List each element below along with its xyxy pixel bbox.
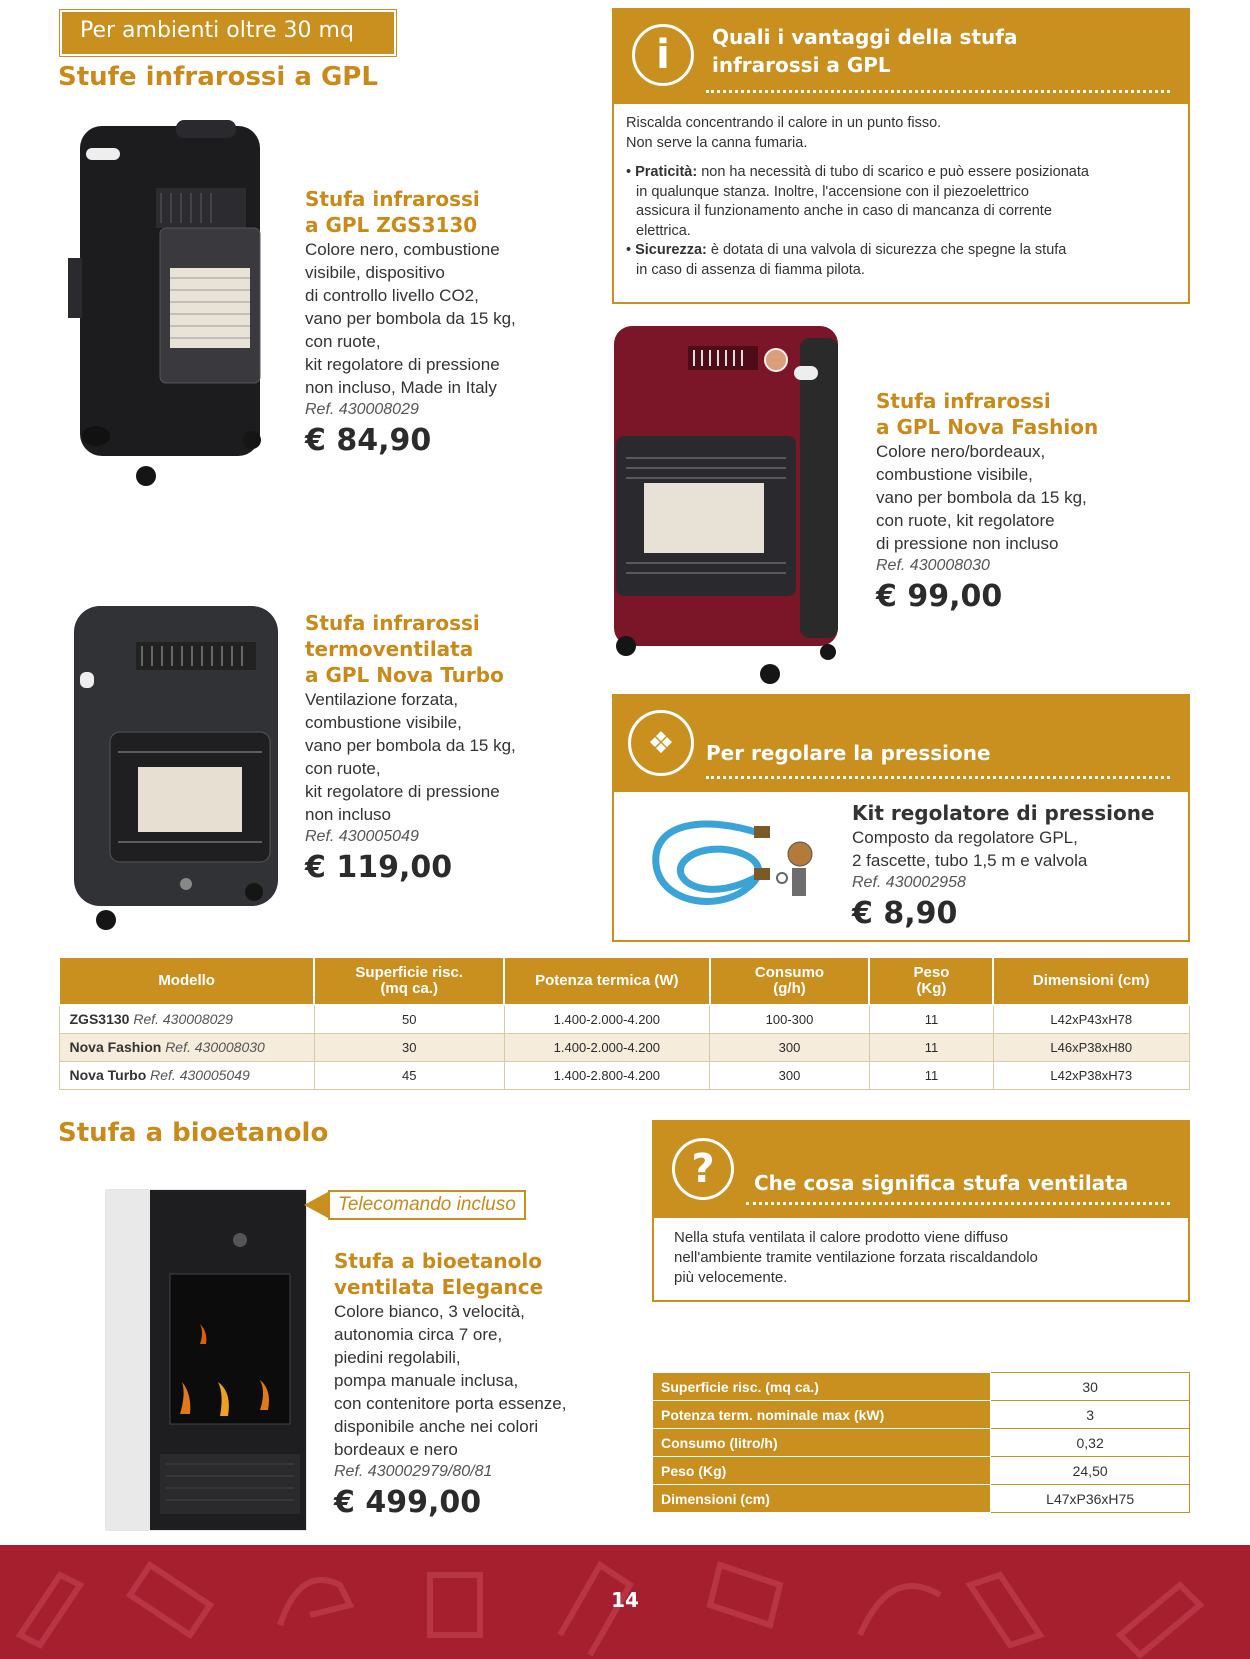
- question-icon: ?: [672, 1138, 734, 1200]
- bio-spec-table: [652, 1372, 1190, 1513]
- product-ref: Ref. 430002979/80/81: [334, 1463, 493, 1480]
- info-text: più velocemente.: [674, 1269, 788, 1286]
- table-header: Potenza termica (W): [504, 957, 709, 1005]
- table-cell: 11: [869, 1033, 993, 1061]
- info-text: Non serve la canna fumaria.: [626, 134, 808, 151]
- product-title: termoventilata: [305, 637, 474, 661]
- table-row: [653, 1485, 1190, 1513]
- product-desc-line: kit regolatore di pressione: [305, 355, 500, 374]
- info-text: assicura il funzionamento anche in caso di mancanza di corrente: [636, 203, 1052, 219]
- remote-badge-label: Telecomando incluso: [328, 1190, 526, 1220]
- spec-value: 3: [991, 1401, 1190, 1429]
- product-ref: Ref. 430005049: [305, 828, 419, 845]
- product-desc-line: combustione visibile,: [305, 713, 462, 732]
- product-desc-line: di pressione non incluso: [876, 534, 1059, 553]
- table-header: Modello: [59, 957, 314, 1005]
- table-row: [59, 1033, 1189, 1061]
- spec-value: 30: [991, 1373, 1190, 1401]
- table-row: [59, 1061, 1189, 1089]
- product-desc-line: piedini regolabili,: [334, 1348, 461, 1367]
- table-row: [653, 1457, 1190, 1485]
- info-title: Che cosa significa stufa ventilata: [754, 1171, 1129, 1195]
- product-title: Stufa a bioetanolo: [334, 1249, 542, 1273]
- info-title: Per regolare la pressione: [706, 741, 991, 765]
- section-title-gpl: Stufe infrarossi a GPL: [58, 62, 378, 92]
- product-desc-line: Colore bianco, 3 velocità,: [334, 1302, 525, 1321]
- product-price: € 499,00: [334, 1485, 482, 1520]
- info-text: nell'ambiente tramite ventilazione forzata riscaldandolo: [674, 1249, 1038, 1266]
- table-row: [653, 1401, 1190, 1429]
- product-price: € 99,00: [876, 579, 1003, 614]
- product-desc-line: Colore nero/bordeaux,: [876, 442, 1046, 461]
- table-row: [59, 1005, 1189, 1033]
- info-text: Riscalda concentrando il calore in un punto fisso.: [626, 115, 942, 131]
- product-desc-line: kit regolatore di pressione: [305, 782, 500, 801]
- product-desc-line: con ruote,: [305, 332, 381, 351]
- product-ref: Ref. 430008029: [305, 401, 419, 418]
- product-title: a GPL Nova Fashion: [876, 415, 1099, 439]
- model-ref: Ref. 430005049: [150, 1067, 250, 1083]
- product-title: Stufa infrarossi: [305, 187, 480, 211]
- product-desc-line: vano per bombola da 15 kg,: [305, 736, 516, 755]
- info-box-pressione: [612, 694, 1190, 942]
- product-title: a GPL ZGS3130: [305, 213, 478, 237]
- table-header: Consumo (g/h): [710, 957, 870, 1005]
- product-desc-line: con ruote, kit regolatore: [876, 511, 1055, 530]
- table-cell: L42xP38xH73: [993, 1061, 1189, 1089]
- product-desc-line: bordeaux e nero: [334, 1440, 458, 1459]
- puzzle-icon: ❖: [628, 710, 694, 776]
- table-cell: 1.400-2.000-4.200: [504, 1005, 709, 1033]
- spec-label: Consumo (litro/h): [653, 1429, 991, 1457]
- table-header: Superficie risc. (mq ca.): [314, 957, 504, 1005]
- heater-nova-turbo-image: [66, 602, 288, 932]
- product-desc-line: con contenitore porta essenze,: [334, 1394, 567, 1413]
- product-desc-line: vano per bombola da 15 kg,: [876, 488, 1087, 507]
- info-text: in caso di assenza di fiamma pilota.: [636, 261, 865, 278]
- product-desc-line: disponibile anche nei colori: [334, 1417, 539, 1436]
- product-desc-line: con ruote,: [305, 759, 381, 778]
- product-desc-line: autonomia circa 7 ore,: [334, 1325, 503, 1344]
- table-header: Dimensioni (cm): [993, 957, 1189, 1005]
- table-cell: 1.400-2.000-4.200: [504, 1033, 709, 1061]
- info-box-vantaggi: i Quali i vantaggi della stufa infrarossi a GPL Riscalda concentrando il calore in un punto fisso. Non serve la canna fumaria. • Praticità: non ha necessità di tubo di scarico e può essere posizionata in qualunque stanza. Inoltre, l'accensione con il piezoelettrico assicura il funzionamento anche in caso di mancanza di corrente elettrica. • Sicurezza: è dotata di una valvola di sicurezza che spegne la stufa in caso di assenza di fiamma pilota.: [612, 8, 1190, 304]
- product-price: € 84,90: [305, 423, 432, 458]
- spec-value: L47xP36xH75: [991, 1485, 1190, 1513]
- model-name: Nova Fashion: [69, 1039, 162, 1055]
- section-title-bio: Stufa a bioetanolo: [58, 1118, 329, 1148]
- product-nova-turbo: [305, 610, 565, 885]
- product-desc-line: Ventilazione forzata,: [305, 690, 459, 709]
- pressure-kit-image: [642, 804, 842, 924]
- product-desc-line: Composto da regolatore GPL,: [852, 828, 1078, 847]
- info-text: non ha necessità di tubo di scarico e può essere posizionata: [701, 164, 1089, 180]
- model-name: ZGS3130: [69, 1011, 130, 1028]
- heater-zgs3130-image: [66, 118, 276, 494]
- product-desc-line: non incluso: [305, 805, 392, 824]
- remote-badge: [304, 1190, 530, 1220]
- table-cell: 100-300: [710, 1005, 870, 1033]
- table-cell: 11: [869, 1005, 993, 1033]
- product-title: Stufa infrarossi: [876, 389, 1051, 413]
- spec-value: 0,32: [991, 1429, 1190, 1457]
- table-cell: 11: [869, 1061, 993, 1089]
- spec-label: Peso (Kg): [653, 1457, 991, 1485]
- model-ref: Ref. 430008029: [133, 1011, 233, 1028]
- product-title: Kit regolatore di pressione: [852, 801, 1155, 825]
- spec-label: Potenza term. nominale max (kW): [653, 1401, 991, 1429]
- product-desc-line: Colore nero, combustione: [305, 240, 500, 259]
- product-title: ventilata Elegance: [334, 1275, 544, 1299]
- info-icon: i: [632, 24, 694, 86]
- spec-label: Superficie risc. (mq ca.): [653, 1373, 991, 1401]
- table-cell: 300: [710, 1061, 870, 1089]
- product-nova-fashion: [876, 388, 1176, 614]
- info-text: Nella stufa ventilata il calore prodotto viene diffuso: [674, 1229, 1009, 1246]
- table-cell: 30: [314, 1033, 504, 1061]
- table-cell: 300: [710, 1033, 870, 1061]
- bullet-label: Praticità:: [635, 164, 698, 180]
- product-elegance: [334, 1248, 624, 1520]
- bioethanol-stove-image: [100, 1184, 312, 1536]
- model-ref: Ref. 430008030: [165, 1039, 265, 1055]
- table-cell: L42xP43xH78: [993, 1005, 1189, 1033]
- info-title: Quali i vantaggi della stufa: [712, 25, 1018, 49]
- product-ref: Ref. 430002958: [852, 874, 966, 891]
- info-title: infrarossi a GPL: [712, 53, 891, 77]
- product-zgs3130: [305, 186, 565, 458]
- product-desc-line: di controllo livello CO2,: [305, 286, 479, 305]
- product-desc-line: combustione visibile,: [876, 465, 1033, 484]
- model-name: Nova Turbo: [69, 1067, 147, 1083]
- product-desc-line: pompa manuale inclusa,: [334, 1371, 519, 1390]
- spec-value: 24,50: [991, 1457, 1190, 1485]
- table-cell: L46xP38xH80: [993, 1033, 1189, 1061]
- product-kit: [852, 800, 1182, 931]
- table-cell: 50: [314, 1005, 504, 1033]
- arrow-left-icon: [304, 1192, 328, 1218]
- product-desc-line: non incluso, Made in Italy: [305, 378, 497, 397]
- table-row: [653, 1429, 1190, 1457]
- product-desc-line: vano per bombola da 15 kg,: [305, 309, 516, 328]
- table-cell: 45: [314, 1061, 504, 1089]
- table-cell: 1.400-2.800-4.200: [504, 1061, 709, 1089]
- product-title: a GPL Nova Turbo: [305, 663, 504, 687]
- info-text: in qualunque stanza. Inoltre, l'accensione con il piezoelettrico: [636, 183, 1029, 200]
- area-tag: Per ambienti oltre 30 mq: [60, 10, 396, 56]
- product-price: € 119,00: [305, 850, 453, 885]
- product-title: Stufa infrarossi: [305, 611, 480, 635]
- product-desc-line: 2 fascette, tubo 1,5 m e valvola: [852, 851, 1088, 870]
- product-desc-line: visibile, dispositivo: [305, 263, 445, 282]
- heater-nova-fashion-image: [604, 318, 848, 690]
- info-box-ventilata: [652, 1120, 1190, 1302]
- bullet-label: Sicurezza:: [635, 242, 707, 258]
- gpl-spec-table: [58, 956, 1190, 1090]
- info-text: elettrica.: [636, 222, 691, 239]
- product-price: € 8,90: [852, 896, 958, 931]
- info-text: è dotata di una valvola di sicurezza che spegne la stufa: [710, 242, 1067, 258]
- product-ref: Ref. 430008030: [876, 557, 990, 574]
- page-number: 14: [611, 1588, 639, 1612]
- table-row: [653, 1373, 1190, 1401]
- table-header: Peso (Kg): [869, 957, 993, 1005]
- spec-label: Dimensioni (cm): [653, 1485, 991, 1513]
